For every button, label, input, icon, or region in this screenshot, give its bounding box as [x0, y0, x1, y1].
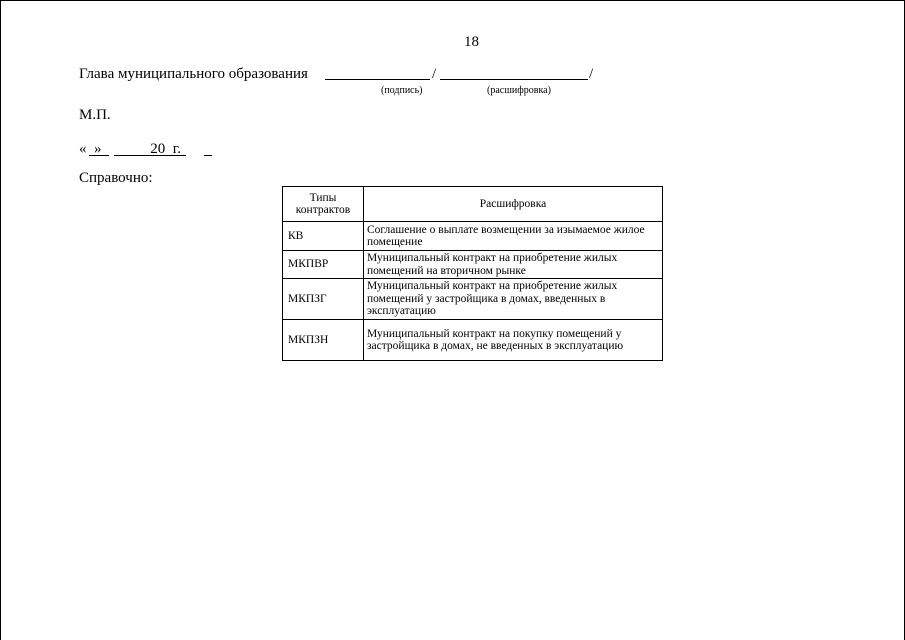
- contract-code: МКПЗГ: [283, 279, 364, 320]
- closing-slash: /: [589, 66, 594, 82]
- contract-code: МКПВР: [283, 251, 364, 279]
- reference-label: Справочно:: [79, 170, 153, 186]
- table-row: [283, 222, 663, 251]
- scan-border-left: [0, 0, 1, 640]
- seal-mark: М.П.: [79, 107, 111, 123]
- table-row: [283, 279, 663, 320]
- signature-blank: [325, 79, 430, 80]
- table-row: [283, 320, 663, 361]
- contract-code: КВ: [283, 222, 364, 251]
- contract-types-table: [282, 186, 663, 361]
- contract-description: Муниципальный контракт на приобретение жилых помещений на вторичном рынке: [364, 251, 663, 279]
- table-row: [283, 251, 663, 279]
- signature-caption: (подпись): [381, 85, 423, 96]
- date-year-blank: [204, 155, 212, 156]
- date-month-blank: [114, 155, 186, 156]
- decoding-caption: (расшифровка): [487, 85, 551, 96]
- header-contract-types: Типы контрактов: [283, 187, 364, 222]
- contract-description: Муниципальный контракт на покупку помещений у застройщика в домах, не введенных в эксплуатацию: [364, 320, 663, 361]
- contract-description: Соглашение о выплате возмещении за изымаемое жилое помещение: [364, 222, 663, 251]
- page-number: 18: [464, 34, 479, 50]
- header-decoding: Расшифровка: [364, 187, 663, 222]
- scan-border-top: [0, 0, 905, 1]
- separator-slash: /: [432, 66, 437, 82]
- contract-description: Муниципальный контракт на приобретение жилых помещений у застройщика в домах, введенных в эксплуатацию: [364, 279, 663, 320]
- date-day-blank: [89, 155, 109, 156]
- head-title: Глава муниципального образования: [79, 66, 308, 82]
- table-header-row: [283, 187, 663, 222]
- decoding-blank: [440, 79, 588, 80]
- contract-code: МКПЗН: [283, 320, 364, 361]
- date-line: « » 20 г.: [79, 141, 181, 157]
